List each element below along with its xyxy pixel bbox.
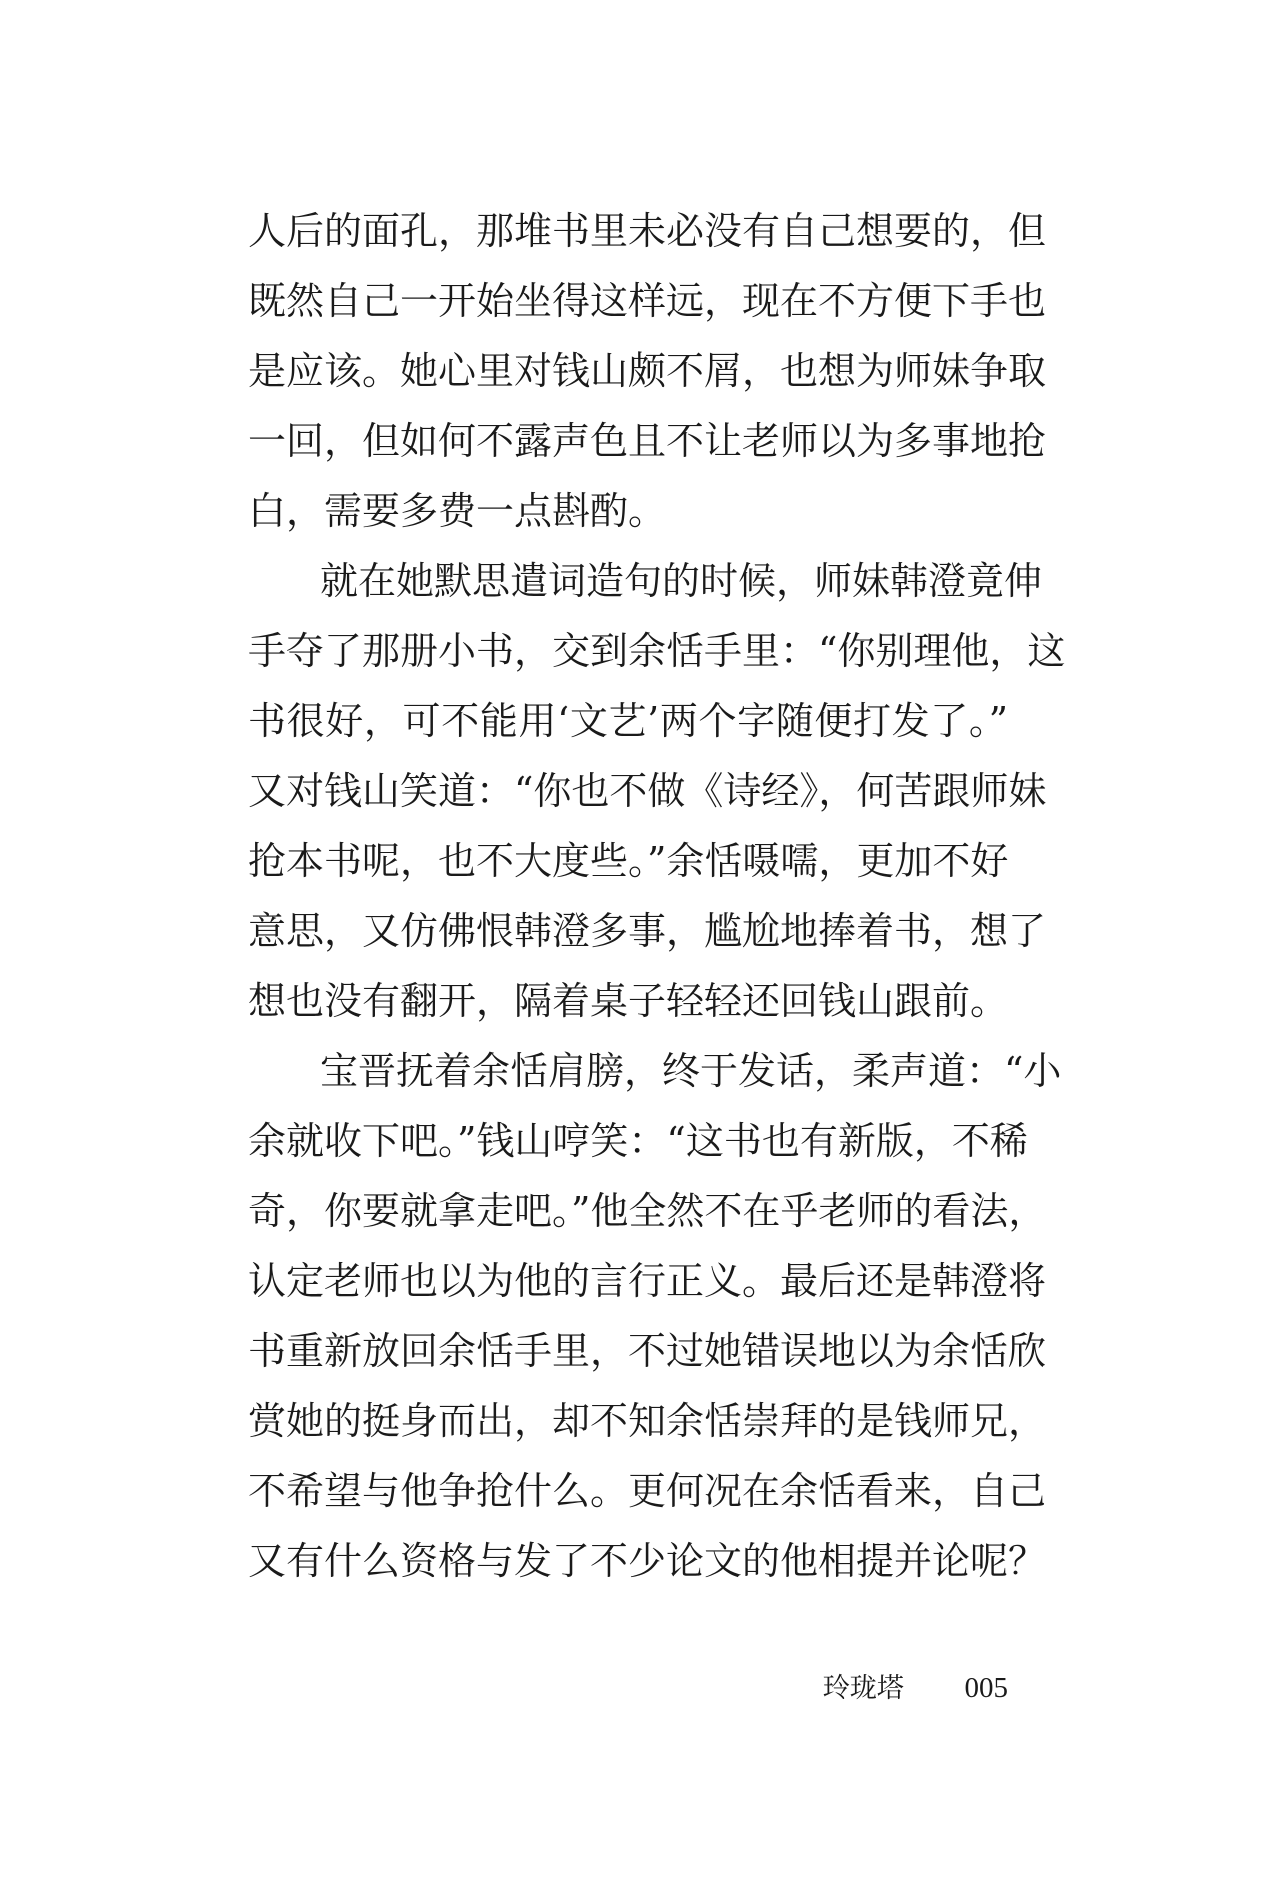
text-line: 既然自己一开始坐得这样远，现在不方便下手也 xyxy=(248,279,1047,323)
text-line: 白，需要多费一点斟酌。 xyxy=(248,489,667,533)
page-number: 005 xyxy=(964,1672,1008,1704)
text-line: 想也没有翻开，隔着桌子轻轻还回钱山跟前。 xyxy=(248,979,1009,1023)
text-line: 余就收下吧。”钱山哼笑：“这书也有新版，不稀 xyxy=(248,1119,1028,1163)
page-footer xyxy=(823,1668,1008,1708)
text-line: 手夺了那册小书，交到余恬手里：“你别理他，这 xyxy=(248,629,1066,673)
text-line: 书重新放回余恬手里，不过她错误地以为余恬欣 xyxy=(248,1329,1047,1373)
text-line: 抢本书呢，也不大度些。”余恬嗫嚅，更加不好 xyxy=(248,839,1009,883)
text-line: 人后的面孔，那堆书里未必没有自己想要的，但 xyxy=(248,209,1047,253)
text-line: 认定老师也以为他的言行正义。最后还是韩澄将 xyxy=(248,1259,1047,1303)
text-line: 书很好，可不能用‘文艺’两个字随便打发了。” xyxy=(248,699,1008,743)
text-line: 宝晋抚着余恬肩膀，终于发话，柔声道：“小 xyxy=(320,1049,1062,1093)
text-line: 是应该。她心里对钱山颇不屑，也想为师妹争取 xyxy=(248,349,1047,393)
text-line: 一回，但如何不露声色且不让老师以为多事地抢 xyxy=(248,419,1047,463)
body-text xyxy=(248,196,1066,1596)
text-line: 又对钱山笑道：“你也不做《诗经》，何苦跟师妹 xyxy=(248,769,1047,813)
text-line: 奇，你要就拿走吧。”他全然不在乎老师的看法， xyxy=(248,1189,1047,1233)
text-line: 又有什么资格与发了不少论文的他相提并论呢？ xyxy=(248,1539,1047,1583)
book-title: 玲珑塔 xyxy=(822,1673,904,1704)
text-line: 就在她默思遣词造句的时候，师妹韩澄竟伸 xyxy=(320,559,1043,603)
text-line: 意思，又仿佛恨韩澄多事，尴尬地捧着书，想了 xyxy=(248,909,1047,953)
text-line: 赏她的挺身而出，却不知余恬崇拜的是钱师兄， xyxy=(248,1399,1047,1443)
text-line: 不希望与他争抢什么。更何况在余恬看来，自己 xyxy=(248,1469,1047,1513)
